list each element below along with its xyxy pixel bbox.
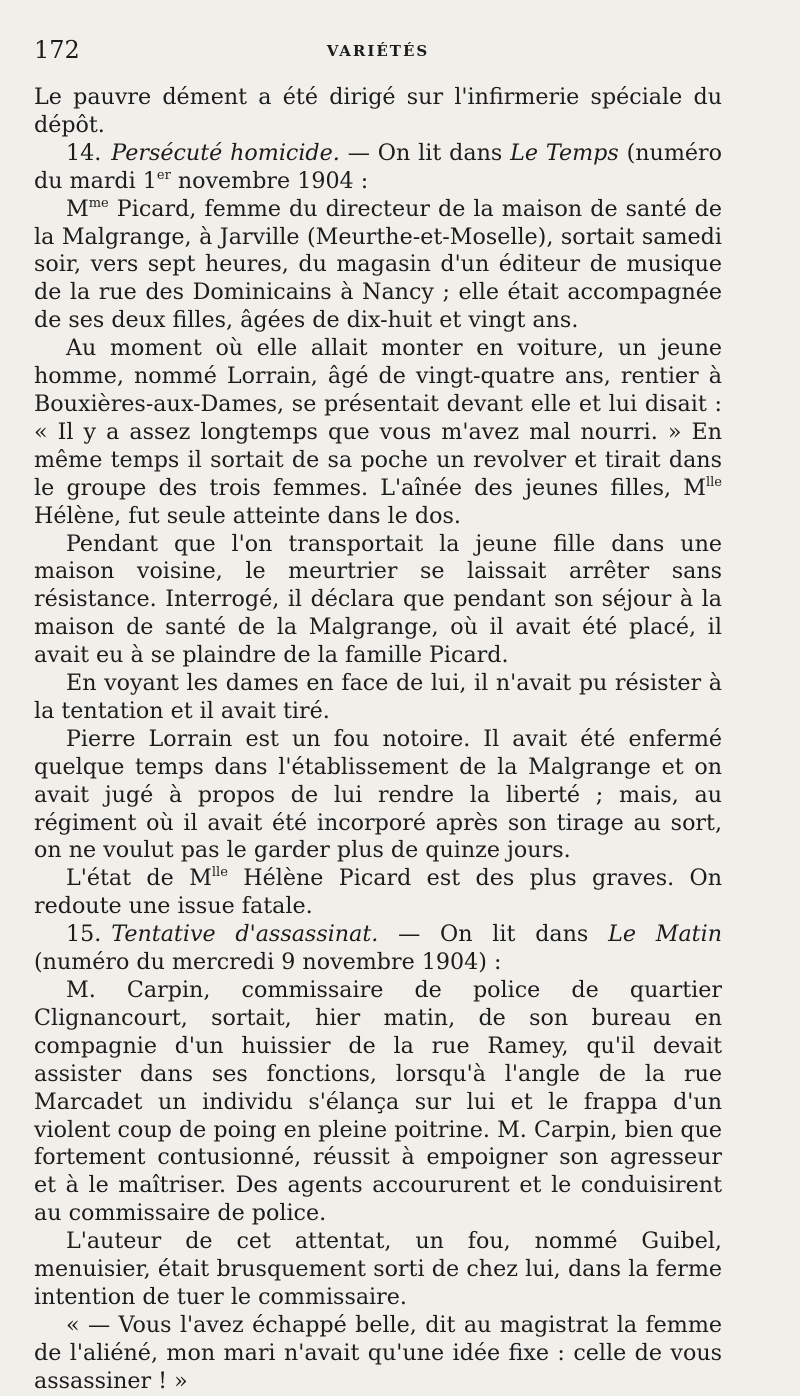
paragraph-guibel: L'auteur de cet attentat, un fou, nommé Guibel, menuisier, était brusquement sorti de chez lui, dans la ferme intention de tuer le commissaire. xyxy=(34,1228,722,1310)
paragraph-quote: « — Vous l'avez échappé belle, dit au magistrat la femme de l'aliéné, mon mari n'avait qu'une idée fixe : celle de vous assassiner ! » xyxy=(34,1311,722,1394)
section-14-heading: 14. Persécuté homicide. — On lit dans Le Temps (numéro du mardi 1er novembre 1904 : xyxy=(34,139,722,194)
paragraph-tentation: En voyant les dames en face de lui, il n'avait pu résister à la tentation et il avait tiré. xyxy=(34,670,722,724)
paragraph-lorrain: Au moment où elle allait monter en voiture, un jeune homme, nommé Lorrain, âgé de vingt-quatre ans, rentier à Bouxières-aux-Dames, se présentait devant elle et lui disait : « Il y a assez longtemps que vous m'avez mal nourri. » En même temps il sortait de sa poche un revolver et tirait dans le groupe des trois femmes. L'aînée des jeunes filles, $M^{lle}$ Hélène, fut seule atteinte dans le dos. xyxy=(34,335,722,529)
paragraph-transport: Pendant que l'on transportait la jeune fille dans une maison voisine, le meurtrier se laissait arrêter sans résistance. Interrogé, il déclara que pendant son séjour à la maison de santé de la Malgrange, où il avait été placé, il avait eu à se plaindre de la famille Picard. xyxy=(34,530,722,669)
paragraph-picard: $M^{me}$ Picard, femme du directeur de la maison de santé de la Malgrange, à Jarville (Meurthe-et-Moselle), sortait samedi soir, vers sept heures, du magasin d'un éditeur de musique de la rue des Dominicains à Nancy ; elle était accompagnée de ses deux filles, âgées de dix-huit et vingt ans. xyxy=(34,195,722,334)
paragraph-dement: Le pauvre dément a été dirigé sur l'infirmerie spéciale du dépôt. xyxy=(34,84,722,138)
page-header xyxy=(34,36,722,76)
body-text xyxy=(34,84,722,1396)
section-15-title: Tentative d'assassinat. xyxy=(111,921,379,948)
paragraph-fou-notoire: Pierre Lorrain est un fou notoire. Il avait été enfermé quelque temps dans l'établissement de la Malgrange et on avait jugé à propos de lui rendre la liberté ; mais, au régiment où il avait été incorporé après son tirage au sort, on ne voulut pas le garder plus de quinze jours. xyxy=(34,725,722,864)
section-14-title: Persécuté homicide. xyxy=(111,139,340,166)
page-number: 172 xyxy=(34,36,80,64)
paragraph-carpin: M. Carpin, commissaire de police de quartier Clignancourt, sortait, hier matin, de son bureau en compagnie d'un huissier de la rue Ramey, qu'il devait assister dans ses fonctions, lorsqu'à l'angle de la rue Marcadet un individu s'élança sur lui et le frappa d'un violent coup de poing en pleine poitrine. M. Carpin, bien que fortement contusionné, réussit à empoigner son agresseur et à le maîtriser. Des agents accoururent et le conduisirent au commissaire de police. xyxy=(34,977,722,1227)
running-title: VARIÉTÉS xyxy=(326,42,430,60)
newspaper-le-temps: Le Temps xyxy=(510,139,619,166)
section-15-heading: 15. Tentative d'assassinat. — On lit dans Le Matin (numéro du mercredi 9 novembre 1904) : xyxy=(34,921,722,976)
newspaper-le-matin: Le Matin xyxy=(608,921,722,948)
paragraph-etat: L'état de $M^{lle}$ Hélène Picard est des plus graves. On redoute une issue fatale. xyxy=(34,865,723,920)
